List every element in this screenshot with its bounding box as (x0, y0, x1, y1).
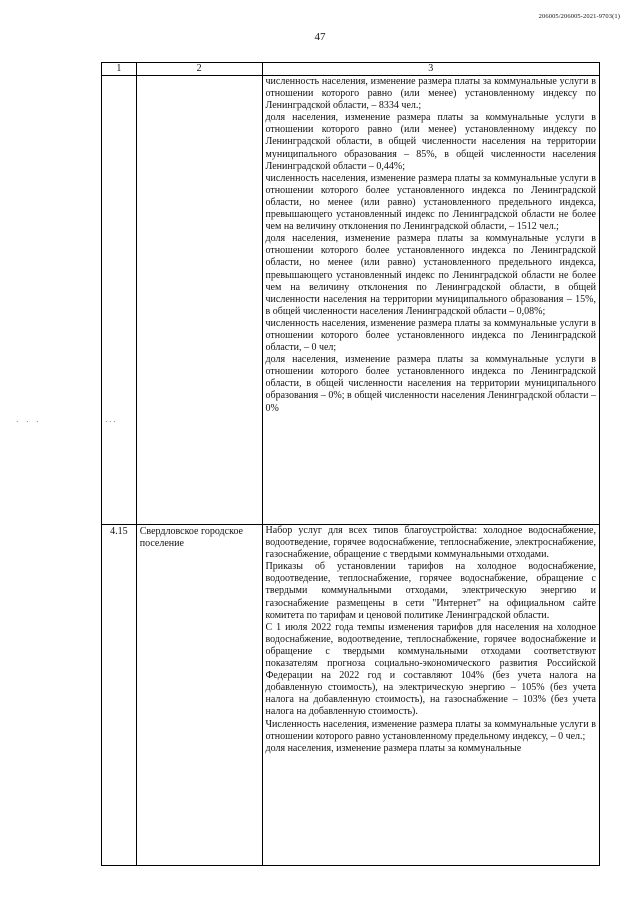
row-description (262, 525, 599, 866)
column-header: 1 (102, 63, 137, 76)
description-paragraph: доля населения, изменение размера платы за коммунальные услуги в отношении которого более установленного индекса по Ленинградской области, но менее (или равно) установленного предельного индекса, превышающего установленный индекс по Ленинградской области не более чем на величину отклонения по Ленинградской области, в общей численности населения на территории муниципального образования – 15%, в общей численности населения Ленинградской области – 0,08%; (265, 233, 596, 317)
row-number: 4.15 (102, 525, 137, 866)
description-paragraph: численность населения, изменение размера платы за коммунальные услуги в отношении которого равно (или менее) установленному индексу по Ленинградской области, – 8334 чел.; (265, 76, 596, 112)
description-paragraph: численность населения, изменение размера платы за коммунальные услуги в отношении которого более установленного индекса по Ленинградской области, – 0 чел; (265, 317, 596, 354)
description-paragraph: Приказы об установлении тарифов на холодное водоснабжение, водоотведение, теплоснабжение, горячее водоснабжение, обращение с твердыми коммунальными отходами, электрическую энергию и газоснабжение размещены в сети "Интернет" на официальном сайте комитета по тарифам и ценовой политике Ленинградской области. (265, 561, 596, 621)
scan-artifact-marks: · · · (105, 418, 116, 426)
description-paragraph: доля населения, изменение размера платы за коммунальные услуги в отношении которого более установленного индекса по Ленинградской области, в общей численности населения на территории муниципального образования – 0%; в общей численности населения Ленинградской области – 0% (265, 354, 596, 414)
description-paragraph: Численность населения, изменение размера платы за коммунальные услуги в отношении которого равно установленному предельному индексу, – 0 чел.; (265, 718, 596, 742)
description-paragraph: численность населения, изменение размера платы за коммунальные услуги в отношении которого более установленного индекса по Ленинградской области, но менее (или равно) установленного предельного индекса, превышающего установленный индекс по Ленинградской области не более чем на величину отклонения по Ленинградской области, – 1512 чел.; (265, 172, 596, 233)
row-settlement-name (136, 76, 262, 525)
table-row (102, 76, 600, 525)
table-header-row (102, 63, 600, 76)
description-paragraph: С 1 июля 2022 года темпы изменения тарифов для населения на холодное водоснабжение, водоотведение, теплоснабжение, горячее водоснабжение и обращение с твердыми коммунальными отходами соответствуют показателям прогноза социально-экономического развития Российской Федерации на 2022 год и составляют 104% (без учета налога на добавленную стоимость), на электрическую энергию – 105% (без учета налога на добавленную стоимость), на газоснабжение – 103% (без учета налога на добавленную стоимость). (265, 621, 596, 718)
document-code: 206005/206005-2021-9703(1) (538, 13, 620, 20)
document-table (101, 62, 600, 866)
description-paragraph: доля населения, изменение размера платы за коммунальные услуги в отношении которого равно (или менее) установленному индексу по Ленинградской области, в общей численности населения на территории муниципального образования – 85%, в общей численности населения Ленинградской области – 0,44%; (265, 112, 596, 172)
column-header: 2 (136, 63, 262, 76)
table-row (102, 525, 600, 866)
page-number: 47 (314, 31, 326, 43)
description-paragraph: Набор услуг для всех типов благоустройства: холодное водоснабжение, водоотведение, горячее водоснабжение, теплоснабжение, электроснабжение, газоснабжение, обращение с твердыми коммунальными отходами. (265, 525, 596, 561)
row-description (262, 76, 599, 525)
description-paragraph: доля населения, изменение размера платы за коммунальные (265, 742, 522, 754)
scan-artifact-marks: · · · (16, 418, 42, 426)
row-number (102, 76, 137, 525)
row-settlement-name: Свердловское городское поселение (136, 525, 262, 866)
column-header: 3 (262, 63, 599, 76)
